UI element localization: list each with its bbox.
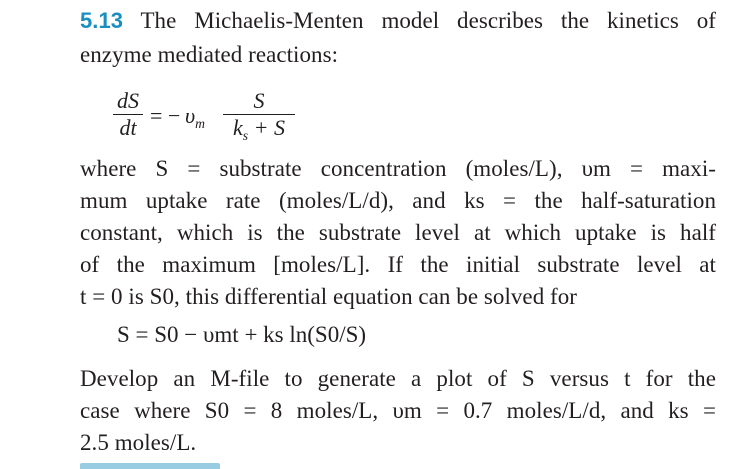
substrate-fraction (223, 88, 295, 141)
where-line-4: of the maximum [moles/L]. If the initial substrate level at (80, 252, 716, 277)
task-line-1: Develop an M-file to generate a plot of S versus t for the (80, 366, 716, 391)
substrate-numerator: S (253, 88, 265, 113)
substrate-denominator: $k_s + S$ (233, 115, 285, 143)
where-line-3: constant, which is the substrate level at which uptake is half (80, 220, 716, 245)
where-line-5: t = 0 is S0, this differential equation can be solved for (80, 284, 578, 309)
problem-intro-line-2: enzyme mediated reactions: (80, 42, 339, 67)
problem-intro-line-1 (80, 8, 716, 34)
where-line-2: mum uptake rate (moles/L/d), and ks = the half-saturation (80, 188, 716, 213)
where-line-1: where S = substrate concentration (moles/L), υm = maxi- (80, 156, 716, 181)
dsdt-denominator: dt (119, 115, 137, 140)
problem-number: 5.13 (80, 8, 124, 33)
max-rate-symbol: $\upsilon_m$ (185, 103, 205, 131)
equals-minus: = − (150, 103, 181, 128)
task-line-2: case where S0 = 8 moles/L, υm = 0.7 moles/L/d, and ks = (80, 398, 716, 423)
dsdt-numerator: dS (117, 88, 139, 113)
task-line-3: 2.5 moles/L. (80, 430, 197, 455)
next-problem-cutoff (80, 461, 220, 469)
intro-text-1: The Michaelis-Menten model describes the kinetics of (140, 8, 716, 33)
solution-equation: S = S0 − υmt + ks ln(S0/S) (117, 322, 367, 347)
dsdt-fraction (113, 88, 143, 141)
